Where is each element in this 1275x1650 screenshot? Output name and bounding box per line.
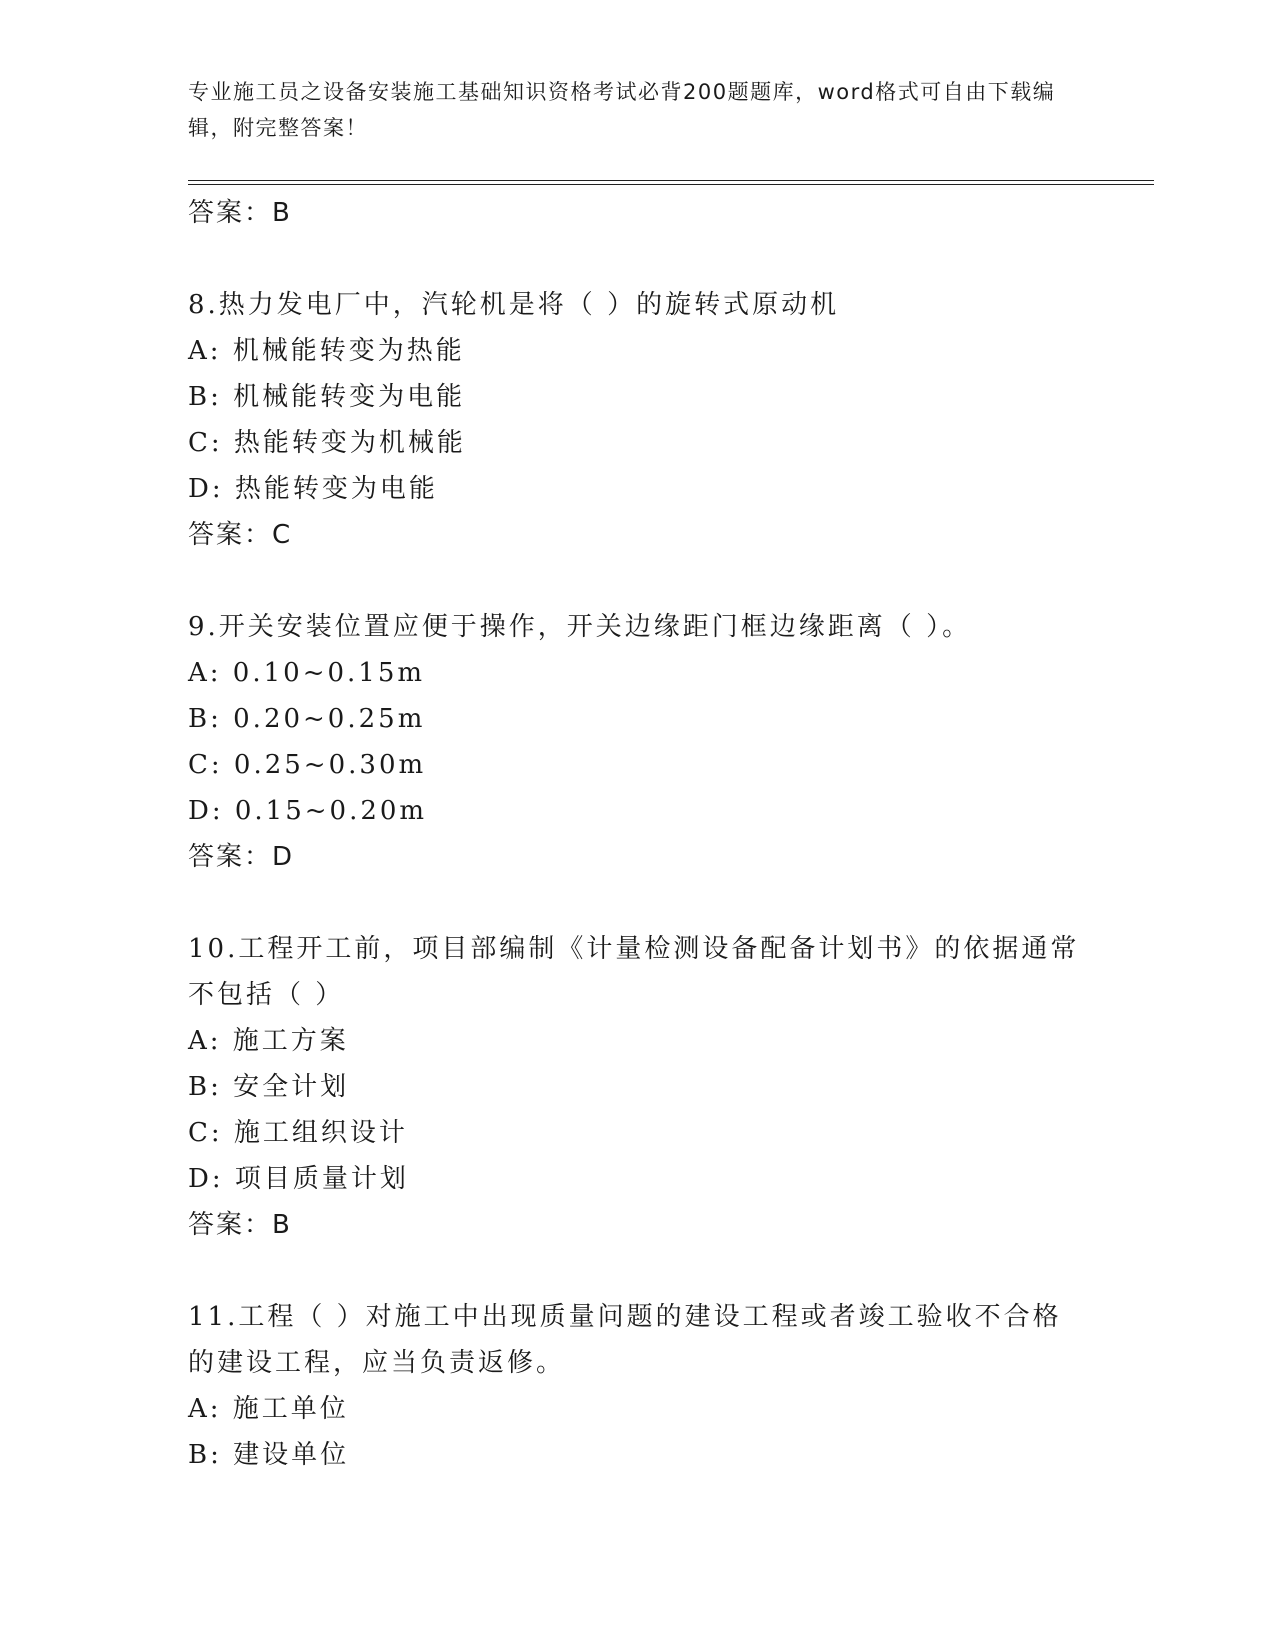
question-9: 9.开关安装位置应便于操作，开关边缘距门框边缘距离（ ）。 (188, 612, 972, 642)
option-q10-b: B: 安全计划 (188, 1072, 350, 1102)
option-q10-d: D: 项目质量计划 (188, 1164, 409, 1194)
spacer (188, 880, 1088, 926)
question-8: 8.热力发电厂中，汽轮机是将（ ）的旋转式原动机 (188, 290, 840, 320)
option-q8-b: B: 机械能转变为电能 (188, 382, 466, 412)
option-q9-c: C: 0.25~0.30m (188, 750, 427, 780)
document-header: 专业施工员之设备安装施工基础知识资格考试必背200题题库，word格式可自由下载编辑，附完整答案！ (188, 80, 1056, 140)
question-11: 11.工程（ ）对施工中出现质量问题的建设工程或者竣工验收不合格的建设工程，应当负责返修。 (188, 1302, 1062, 1378)
document-body (188, 190, 1088, 1478)
answer-q8: 答案：C (188, 520, 293, 550)
answer-q9: 答案：D (188, 842, 295, 872)
answer-q7: 答案：B (188, 198, 292, 228)
option-q11-a: A: 施工单位 (188, 1394, 349, 1424)
option-q9-d: D: 0.15~0.20m (188, 796, 428, 826)
option-q10-c: C: 施工组织设计 (188, 1118, 408, 1148)
option-q8-d: D: 热能转变为电能 (188, 474, 438, 504)
header-divider-bottom (188, 184, 1154, 185)
spacer (188, 236, 1088, 282)
option-q9-b: B: 0.20~0.25m (188, 704, 426, 734)
spacer (188, 558, 1088, 604)
answer-q10: 答案：B (188, 1210, 292, 1240)
option-q9-a: A: 0.10~0.15m (188, 658, 426, 688)
spacer (188, 1248, 1088, 1294)
option-q8-a: A: 机械能转变为热能 (188, 336, 465, 366)
option-q8-c: C: 热能转变为机械能 (188, 428, 466, 458)
header-divider-top (188, 180, 1154, 181)
question-10: 10.工程开工前，项目部编制《计量检测设备配备计划书》的依据通常不包括（ ） (188, 934, 1080, 1010)
option-q10-a: A: 施工方案 (188, 1026, 349, 1056)
option-q11-b: B: 建设单位 (188, 1440, 350, 1470)
